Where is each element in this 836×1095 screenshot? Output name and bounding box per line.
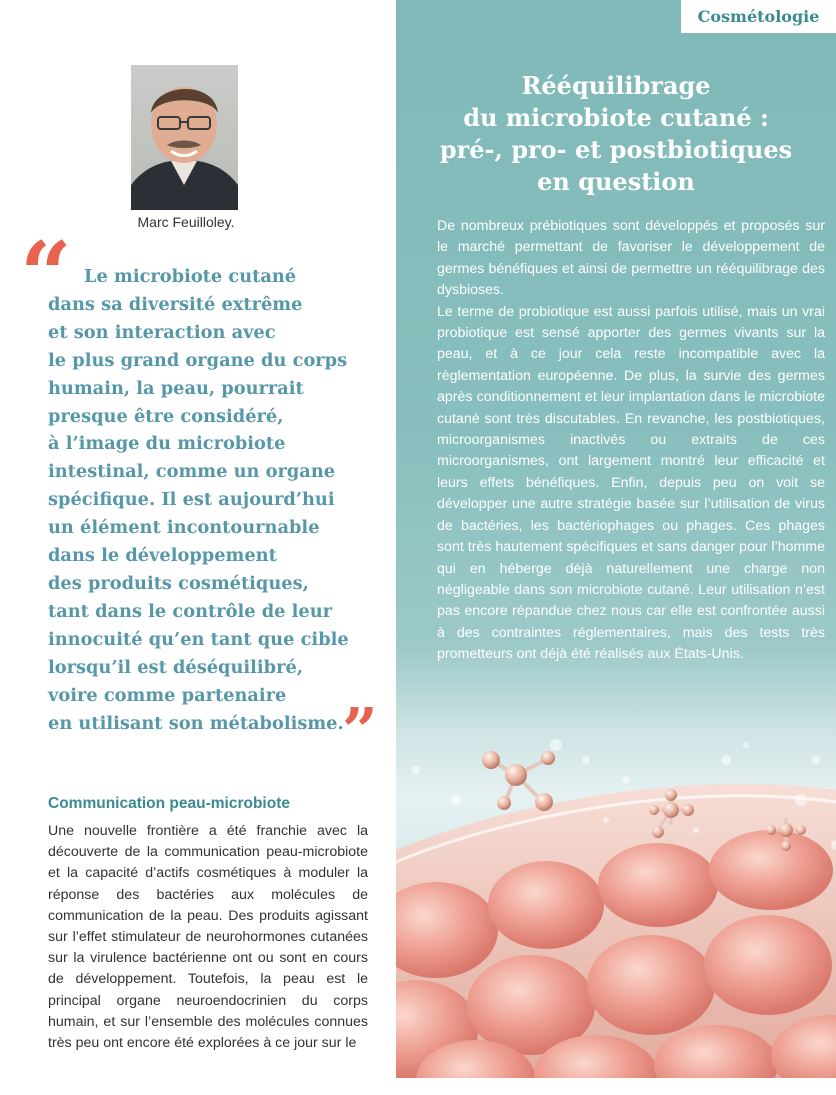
portrait-illustration [131,65,238,210]
pull-quote-line: le plus grand organe du corps [48,349,348,371]
pull-quote-line: intestinal, comme un organe [48,461,336,483]
pull-quote-line: voire comme partenaire [48,684,287,706]
close-quote-icon: ” [342,694,378,767]
title-line: pré-, pro- et postbiotiques [439,135,793,164]
section-tag: Cosmétologie [681,0,836,33]
body-paragraph: Le terme de probiotique est aussi parfois utilisé, mais un vrai probiotique est sensé apporter des germes vivants sur la peau, et à ce jour cela reste incompatible avec la règlementation européenne. De plus, la survie des germes après conditionnement et leur implantation dans le microbiote cutané sont très discutables. En revanche, les postbiotiques, microorganismes inactivés ou extraits de ces microorganismes, ont largement montré leur efficacité et leurs effets bénéfiques. Enfin, depuis peu on voit se développer une autre stratégie basée sur l’utilisation de virus de bactéries, les bactériophages ou phages. Ces phages sont très hautement spécifiques et sans danger pour l’homme qui en héberge déjà naturellement une charge non négligeable dans son microbiote cutané. Leur utilisation n’est pas encore répandue chez nous car elle est confrontée aussi à des contraintes réglementaires, mais des tests très prometteurs ont déjà été réalisés aux États-Unis. [437,303,826,663]
open-quote-icon: “ [20,222,72,328]
section-heading: Communication peau-microbiote [48,795,290,812]
pull-quote-line: des produits cosmétiques, [48,572,309,594]
pull-quote-line: humain, la peau, pourrait [48,377,304,399]
pull-quote-line: dans le développement [48,545,277,567]
pull-quote-line: à l’image du microbiote [48,433,286,455]
pull-quote-line: un élément incontournable [48,517,320,539]
body-paragraph: De nombreux prébiotiques sont développés et proposés sur le marché permettant de favoriser le développement de germes bénéfiques et ainsi de permettre un rééquilibrage des dysbioses. [437,218,825,299]
molecule-icon [482,751,555,811]
pull-quote-line: presque être considéré, [48,405,284,427]
pull-quote [48,263,388,737]
pull-quote-line: Le microbiote cutané [84,266,297,287]
title-line: en question [537,167,695,196]
right-article-body [437,216,825,666]
right-article-title [408,70,824,198]
title-line: du microbiote cutané : [463,103,769,132]
left-article-body: Une nouvelle frontière a été franchie avec la découverte de la communication peau-microbiote et la capacité d’actifs cosmétiques à moduler la réponse des bactéries aux molécules de communication de la peau. Des produits agissant sur l’effet stimulateur de neurohormones cutanées sur la virulence bactérienne ont ou sont en cours de développement. Toutefois, la peau est le principal organe neuroendocrinien du corps humain, et sur l’ensemble des molécules connues très peu ont encore été explorées à ce jour sur le [48,823,368,1052]
pull-quote-line: innocuité qu’en tant que cible [48,628,349,650]
pull-quote-line: spécifique. Il est aujourd’hui [48,489,335,511]
pull-quote-line: en utilisant son métabolisme. [48,712,344,734]
author-portrait [131,65,238,210]
pull-quote-line: dans sa diversité extrême [48,293,303,315]
title-line: Rééquilibrage [521,71,711,100]
portrait-caption: Marc Feuilloley. [137,214,235,230]
pull-quote-line: lorsqu’il est déséquilibré, [48,656,303,678]
pull-quote-line: et son interaction avec [48,321,276,343]
pull-quote-line: tant dans le contrôle de leur [48,600,333,622]
right-article-panel [396,0,836,1078]
